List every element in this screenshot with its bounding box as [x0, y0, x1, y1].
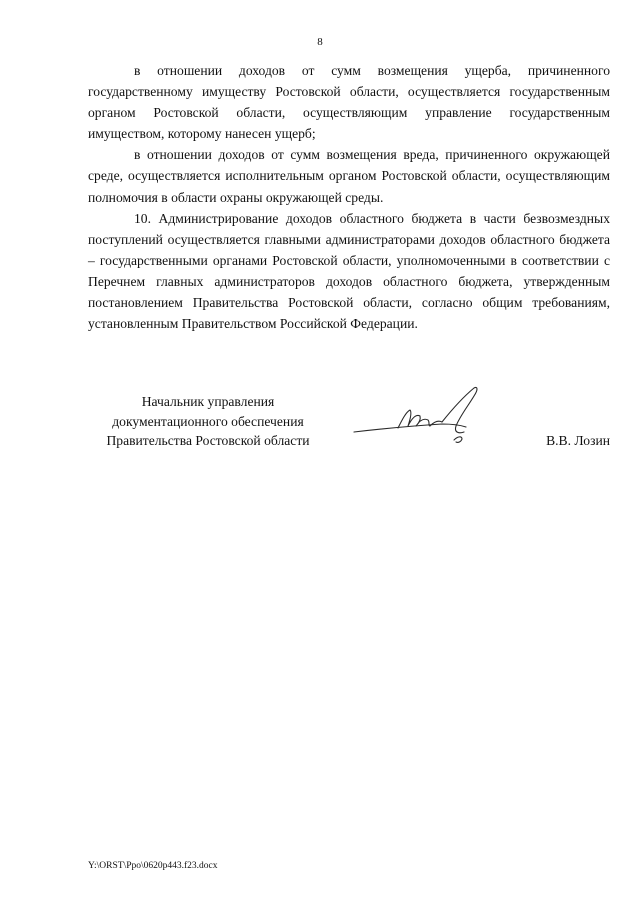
document-body [88, 60, 610, 334]
signatory-position-line: Правительства Ростовской области [106, 433, 310, 448]
footer-file-path: Y:\ORST\Ppo\0620p443.f23.docx [88, 861, 218, 871]
signatory-name: В.В. Лозин [546, 433, 610, 448]
paragraph-damage-environment: в отношении доходов от сумм возмещения вреда, причиненного окружающей среде, осуществляется исполнительным органом Ростовской области, осуществляющим полномочия в области охраны окружающей среды. [88, 147, 610, 205]
signature-block [88, 392, 610, 462]
signatory-position-line: документационного обеспечения [112, 413, 304, 429]
paragraph-damage-state-property: в отношении доходов от сумм возмещения ущерба, причиненного государственному имуществу Ростовской области, осуществляется государственным органом Ростовской области, осуществляющим управление государственным имуществом, которому нанесен ущерб; [88, 63, 610, 142]
signatory-position-line: Начальник управления [141, 394, 275, 409]
handwritten-signature [350, 382, 510, 452]
paragraph-item-10: 10. Администрирование доходов областного бюджета в части безвозмездных поступлений осуществляется главными администраторами доходов областного бюджета – государственными органами Ростовской области, уполномоченными в соответствии с Перечнем главных администраторов доходов областного бюджета, утвержденным постановлением Правительства Ростовской области, согласно общим требованиям, установленным Правительством Российской Федерации. [88, 210, 610, 332]
page-number: 8 [317, 36, 323, 48]
signatory-position [88, 392, 328, 451]
